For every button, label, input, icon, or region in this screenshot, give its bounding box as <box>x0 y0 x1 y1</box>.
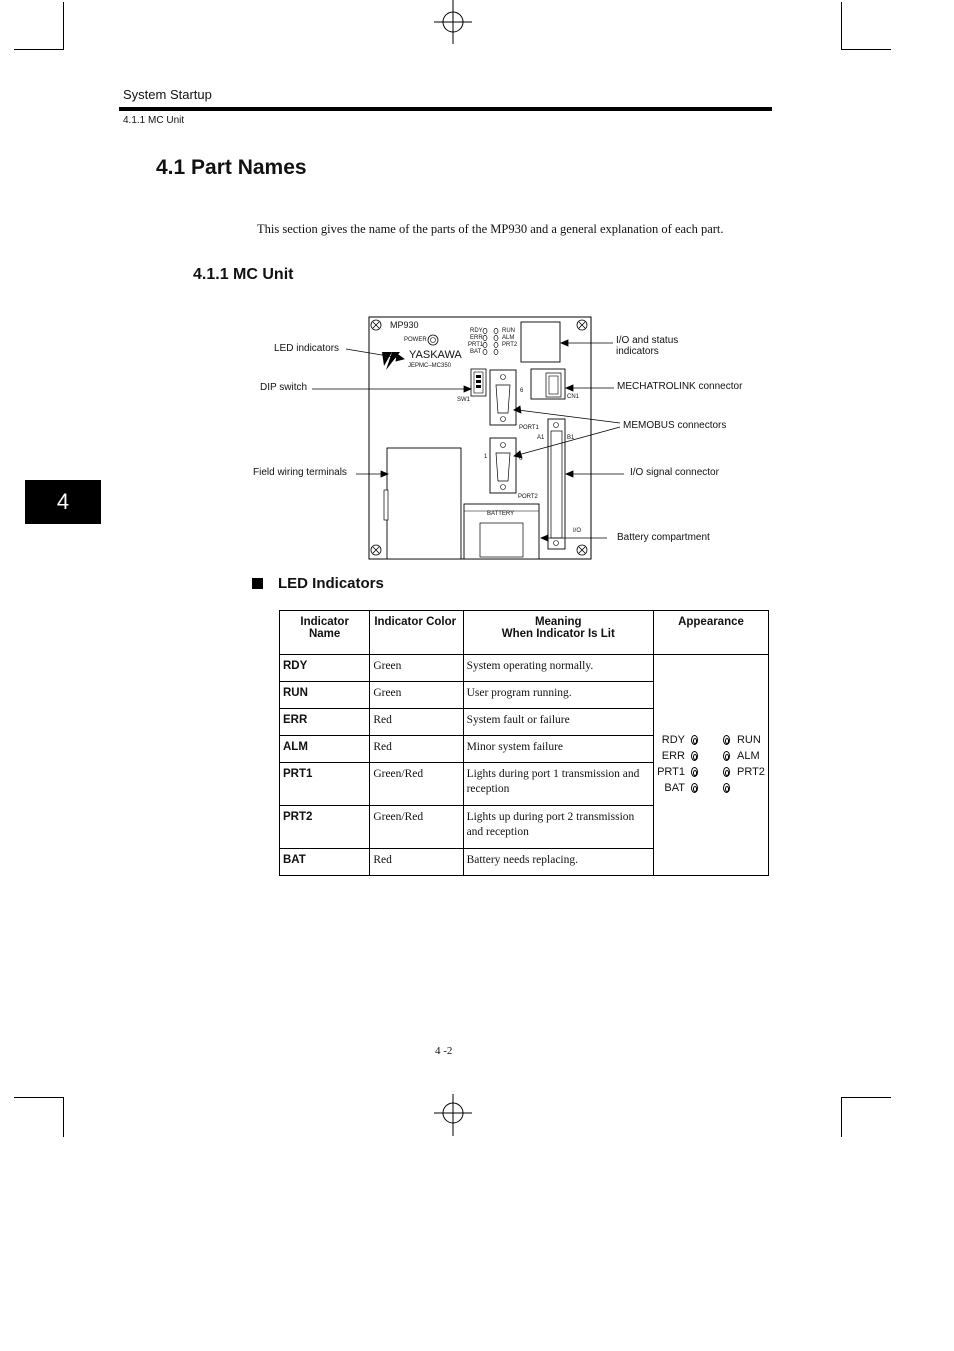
crop-mark <box>841 1097 891 1098</box>
cell-meaning: Battery needs replacing. <box>463 849 653 876</box>
cell-color: Green <box>370 655 463 682</box>
subsection-title: 4.1.1 MC Unit <box>193 266 294 283</box>
b1-label: B1 <box>567 435 575 441</box>
running-subhead: 4.1.1 MC Unit <box>123 115 185 126</box>
appearance-label: BAT <box>664 782 685 794</box>
callout-led-indicators: LED indicators <box>274 343 340 354</box>
cell-meaning: System fault or failure <box>463 709 653 736</box>
sw1-label: SW1 <box>457 397 471 403</box>
cell-color: Red <box>370 709 463 736</box>
pin-1-label: 1 <box>484 454 488 460</box>
chapter-tab-number: 4 <box>56 489 70 514</box>
table-row <box>280 655 769 682</box>
registration-mark-icon <box>432 1092 474 1138</box>
io-label: I/O <box>573 528 582 534</box>
cell-color: Red <box>370 736 463 763</box>
power-label: POWER <box>404 337 427 343</box>
appearance-label: RUN <box>736 734 761 746</box>
cn1-label: CN1 <box>567 394 580 400</box>
cell-name: ERR <box>280 709 370 736</box>
header-meaning: Meaning When Indicator Is Lit <box>463 611 653 655</box>
page-number: 4 -2 <box>435 1045 453 1057</box>
cell-color: Green/Red <box>370 763 463 806</box>
section-intro: This section gives the name of the parts of the MP930 and a general explanation of each part. <box>257 222 724 236</box>
appearance-label: ALM <box>736 750 760 762</box>
appearance-label: ERR <box>661 750 685 762</box>
battery-label: BATTERY <box>487 511 515 517</box>
led-icon <box>688 781 702 797</box>
callout-field-wiring: Field wiring terminals <box>253 467 347 478</box>
section-title: 4.1 Part Names <box>156 156 307 179</box>
header-indicator-color: Indicator Color <box>370 611 463 655</box>
board-led-prt1: PRT1 <box>468 342 484 348</box>
appearance-label <box>734 781 768 797</box>
appearance-label: RDY <box>661 734 685 746</box>
mc-unit-diagram <box>0 0 954 600</box>
cell-color: Green/Red <box>370 806 463 849</box>
crop-mark <box>63 1097 64 1137</box>
pin-6a-label: 6 <box>520 388 524 394</box>
mc-unit-drawing <box>0 0 954 600</box>
cell-meaning: User program running. <box>463 682 653 709</box>
cell-color: Green <box>370 682 463 709</box>
model-label: MP930 <box>390 320 419 330</box>
callout-memobus: MEMOBUS connectors <box>623 420 727 431</box>
led-icon <box>720 765 734 781</box>
running-head: System Startup <box>123 87 212 102</box>
cell-name: RUN <box>280 682 370 709</box>
cell-appearance <box>653 655 768 876</box>
appearance-label: PRT1 <box>657 766 685 778</box>
cell-name: PRT1 <box>280 763 370 806</box>
port2-label: PORT2 <box>518 494 538 500</box>
board-led-prt2: PRT2 <box>502 342 518 348</box>
callout-mechatrolink: MECHATROLINK connector <box>617 381 743 392</box>
header-indicator-name: Indicator Name <box>280 611 370 655</box>
callout-battery: Battery compartment <box>617 532 710 543</box>
board-led-rdy: RDY <box>470 328 483 334</box>
cell-name: PRT2 <box>280 806 370 849</box>
led-icon <box>688 749 702 765</box>
led-indicators-title: LED Indicators <box>278 575 384 592</box>
bullet-square-icon <box>252 578 263 589</box>
board-led-alm: ALM <box>502 335 515 341</box>
cell-meaning: Lights up during port 2 transmission and reception <box>463 806 653 849</box>
callout-io-signal: I/O signal connector <box>630 467 719 478</box>
cell-color: Red <box>370 849 463 876</box>
callout-io-status-1: I/O and status <box>616 335 679 346</box>
brand-label: YASKAWA <box>409 349 462 361</box>
led-icon <box>720 733 734 749</box>
led-indicator-table <box>279 610 769 876</box>
led-icon <box>720 781 734 797</box>
board-led-bat: BAT <box>470 349 482 355</box>
crop-mark <box>841 1097 842 1137</box>
callout-dip-switch: DIP switch <box>260 382 308 393</box>
table-header-row <box>280 611 769 655</box>
board-led-run: RUN <box>502 328 515 334</box>
cell-meaning: System operating normally. <box>463 655 653 682</box>
led-indicators-heading <box>252 575 384 592</box>
header-appearance: Appearance <box>653 611 768 655</box>
callout-io-status-2: indicators <box>616 346 659 357</box>
cell-name: BAT <box>280 849 370 876</box>
board-led-err: ERR <box>470 335 483 341</box>
pin-6b-label: 6 <box>519 456 523 462</box>
cell-meaning: Minor system failure <box>463 736 653 763</box>
port1-label: PORT1 <box>519 425 539 431</box>
part-number-label: JEPMC–MC350 <box>408 363 452 369</box>
cell-name: RDY <box>280 655 370 682</box>
a1-label: A1 <box>537 435 545 441</box>
cell-name: ALM <box>280 736 370 763</box>
led-icon <box>688 733 702 749</box>
appearance-led-grid <box>654 733 768 797</box>
cell-meaning: Lights during port 1 transmission and reception <box>463 763 653 806</box>
led-icon <box>720 749 734 765</box>
led-icon <box>688 765 702 781</box>
crop-mark <box>14 1097 63 1098</box>
appearance-label: PRT2 <box>736 766 765 778</box>
